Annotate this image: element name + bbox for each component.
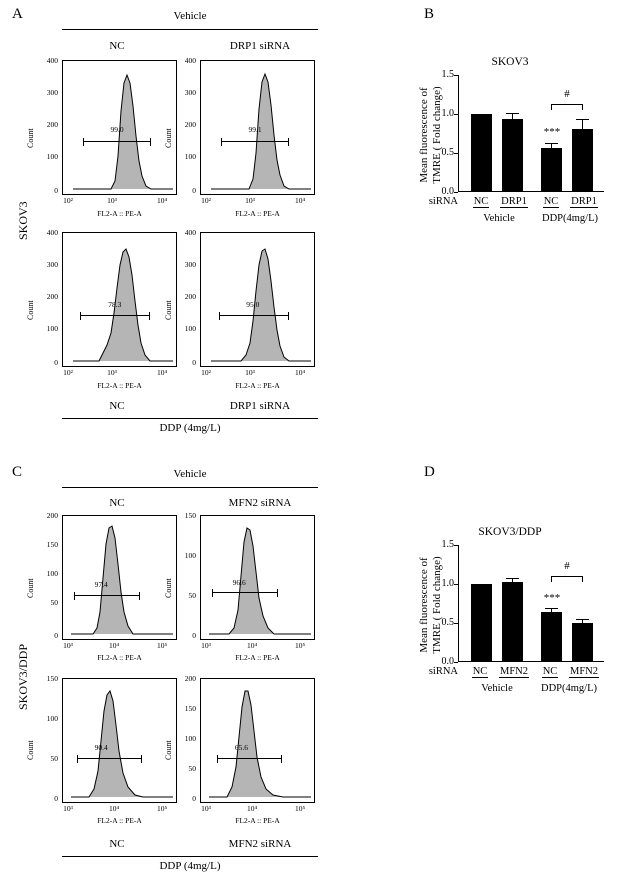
panel-d-tickmark-2	[454, 584, 458, 585]
fc-a4-ytick-0: 400	[184, 228, 196, 237]
panel-c-col-label-1: MFN2 siRNA	[228, 497, 292, 509]
fc-c4-xtick-0: 10³	[201, 804, 211, 813]
panel-a-bottom-col-label-1: DRP1 siRNA	[229, 400, 291, 412]
fc-c2-xlabel: FL2-A :: PE-A	[235, 653, 280, 662]
fc-a3-xtick-2: 10⁴	[156, 368, 168, 377]
panel-b-xcat-3	[566, 196, 602, 208]
panel-d-group-1: DDP(4mg/L)	[541, 683, 597, 694]
gate-label-a2: 99.1	[248, 124, 262, 134]
fc-c1-ytick-1: 150	[46, 540, 58, 549]
errcap-d-3	[576, 619, 589, 620]
fc-a3-xtick-0: 10²	[63, 368, 73, 377]
panel-b-group-1: DDP(4mg/L)	[542, 213, 598, 224]
bar-b-3	[572, 129, 593, 192]
panel-a-bottom-group-label: DDP (4mg/L)	[159, 422, 221, 434]
fc-plot-c4	[200, 678, 315, 803]
fc-c1-ytick-4: 0	[54, 631, 58, 640]
panel-letter-d: D	[424, 464, 435, 480]
panel-c-top-rule	[62, 487, 318, 488]
panel-c-bottom-col-label-1: MFN2 siRNA	[228, 838, 292, 850]
gate-label-a1: 99.0	[110, 124, 124, 134]
panel-b-xcat-1-text: DRP1	[501, 196, 527, 207]
fc-c4-ytick-2: 100	[184, 734, 196, 743]
histogram-c4	[201, 679, 314, 802]
panel-c-bottom-col-label-0: NC	[109, 838, 125, 850]
fc-a4-ytick-1: 300	[184, 260, 196, 269]
fc-c1-xtick-0: 10³	[63, 641, 73, 650]
panel-b-title: SKOV3	[491, 56, 529, 68]
fc-a4-ytick-2: 200	[184, 292, 196, 301]
fc-c2-xtick-2: 10⁵	[294, 641, 306, 650]
fc-a3-ytick-1: 300	[46, 260, 58, 269]
errbar-b-3	[582, 119, 583, 129]
panel-b-tickmark-1	[454, 153, 458, 154]
fc-c3-xtick-2: 10⁵	[156, 804, 168, 813]
gate-label-a3: 78.3	[108, 299, 122, 309]
panel-b-siRNA-label: siRNA	[428, 196, 458, 207]
gate-label-c4: 65.6	[234, 742, 249, 752]
panel-d-siRNA-label: siRNA	[428, 666, 458, 677]
fc-a2-xtick-2: 10⁴	[294, 196, 306, 205]
panel-c-bottom-rule	[62, 856, 318, 857]
fc-a3-ytick-2: 200	[46, 292, 58, 301]
errcap-d-2	[545, 608, 558, 609]
panel-b-tickmark-2	[454, 114, 458, 115]
panel-a-row-label: SKOV3	[16, 201, 30, 240]
fc-a2-xtick-0: 10²	[201, 196, 211, 205]
fc-a3-ytick-0: 400	[46, 228, 58, 237]
gate-line-c4	[217, 758, 283, 759]
gate-line-a1	[83, 141, 151, 142]
fc-c3-xtick-1: 10⁴	[108, 804, 120, 813]
sig-d-stars: ***	[543, 592, 561, 604]
fc-a3-xlabel: FL2-A :: PE-A	[97, 381, 142, 390]
fc-c1-xtick-1: 10⁴	[108, 641, 120, 650]
panel-b-bar-chart	[400, 30, 620, 250]
panel-d-ytick-2: 1.0	[441, 578, 454, 589]
fc-c3-xlabel: FL2-A :: PE-A	[97, 816, 142, 825]
sig-b-stars: ***	[543, 126, 561, 138]
fc-c3-ytick-3: 0	[54, 794, 58, 803]
panel-d-bar-chart	[400, 500, 620, 720]
fc-a2-xtick-1: 10³	[245, 196, 255, 205]
histogram-c3	[63, 679, 176, 802]
errcap-b-3	[576, 119, 589, 120]
fc-c1-ytick-3: 50	[50, 598, 58, 607]
errcap-d-1	[506, 578, 519, 579]
panel-d-xcat-2	[532, 666, 568, 678]
fc-a3-xtick-1: 10³	[107, 368, 117, 377]
sig-d-hash: #	[564, 560, 570, 572]
fc-c1-xtick-2: 10⁵	[156, 641, 168, 650]
panel-c-row-label: SKOV3/DDP	[16, 643, 30, 710]
fc-c1-ylabel: Count	[26, 578, 35, 598]
fc-c4-ytick-4: 0	[192, 794, 196, 803]
fc-a1-ytick-3: 100	[46, 152, 58, 161]
errcap-b-1	[506, 113, 519, 114]
gate-label-a4: 95.0	[246, 299, 260, 309]
gate-line-a4	[219, 315, 289, 316]
gate-label-c1: 97.4	[94, 579, 108, 589]
bar-d-0	[471, 584, 492, 662]
fc-c2-ytick-0: 150	[184, 511, 196, 520]
histogram-c1	[63, 516, 176, 639]
panel-b-ylabel-line2: TMRE ( Fold change)	[430, 86, 443, 184]
fc-plot-a2	[200, 60, 315, 195]
fc-c2-ylabel: Count	[164, 578, 173, 598]
gate-line-a3	[80, 315, 150, 316]
fc-c2-xtick-1: 10⁴	[246, 641, 258, 650]
panel-d-xcat-3-text: MFN2	[569, 666, 598, 677]
gate-label-c2: 96.6	[232, 577, 246, 587]
panel-a-top-rule	[62, 29, 318, 30]
bar-b-1	[502, 119, 523, 192]
fc-a2-xlabel: FL2-A :: PE-A	[235, 209, 280, 218]
sig-d-hashline	[551, 576, 583, 577]
panel-c-top-group-label: Vehicle	[173, 468, 207, 480]
fc-a4-ytick-3: 100	[184, 324, 196, 333]
bar-b-2	[541, 148, 562, 192]
panel-a-top-group-label: Vehicle	[173, 10, 207, 22]
bar-d-3	[572, 623, 593, 662]
errcap-b-2	[545, 143, 558, 144]
fc-a2-ytick-4: 0	[192, 186, 196, 195]
fc-a1-ytick-1: 300	[46, 88, 58, 97]
panel-letter-c: C	[12, 464, 23, 480]
fc-c4-xtick-2: 10⁵	[294, 804, 306, 813]
fc-a1-ytick-0: 400	[46, 56, 58, 65]
fc-plot-a4	[200, 232, 315, 367]
panel-b-ytick-3: 1.5	[441, 69, 454, 80]
fc-plot-c2	[200, 515, 315, 640]
fc-a3-ytick-4: 0	[54, 358, 58, 367]
fc-c4-ylabel: Count	[164, 740, 173, 760]
panel-d-xcat-0-text: NC	[472, 666, 488, 677]
panel-d-xcat-1-text: MFN2	[499, 666, 528, 677]
fc-a2-ytick-0: 400	[184, 56, 196, 65]
panel-d-ytick-1: 0.5	[441, 617, 454, 628]
gate-line-c1	[74, 595, 140, 596]
fc-a2-ytick-1: 300	[184, 88, 196, 97]
fc-plot-a1	[62, 60, 177, 195]
fc-a1-xlabel: FL2-A :: PE-A	[97, 209, 142, 218]
panel-b-ylabel	[418, 70, 443, 200]
panel-b-ytick-2: 1.0	[441, 108, 454, 119]
panel-d-xcat-3	[564, 666, 604, 678]
fc-a1-xtick-2: 10⁴	[156, 196, 168, 205]
panel-b-ytick-1: 0.5	[441, 147, 454, 158]
panel-d-ytick-3: 1.5	[441, 539, 454, 550]
panel-c-col-label-0: NC	[109, 497, 125, 509]
panel-b-xcat-2-text: NC	[543, 196, 559, 207]
panel-b-tickmark-3	[454, 75, 458, 76]
panel-d-group-0: Vehicle	[481, 683, 513, 694]
gate-line-c3	[77, 758, 143, 759]
bar-d-1	[502, 582, 523, 662]
panel-d-ylabel-line1: Mean fluorescence of	[418, 557, 430, 653]
fc-a4-xtick-0: 10²	[201, 368, 211, 377]
panel-d-ylabel-line2: TMRE ( Fold change)	[430, 556, 443, 654]
fc-a2-ylabel: Count	[164, 128, 173, 148]
fc-a1-ylabel: Count	[26, 128, 35, 148]
fc-c3-ylabel: Count	[26, 740, 35, 760]
sig-b-hash: #	[564, 88, 570, 100]
panel-d-xcat-1	[494, 666, 534, 678]
fc-c4-ytick-0: 200	[184, 674, 196, 683]
fc-a4-xtick-2: 10⁴	[294, 368, 306, 377]
panel-c-bottom-group-label: DDP (4mg/L)	[159, 860, 221, 872]
panel-d-tickmark-0	[454, 662, 458, 663]
fc-c2-xtick-0: 10³	[201, 641, 211, 650]
bar-b-0	[471, 114, 492, 192]
fc-c4-ytick-1: 150	[184, 704, 196, 713]
fc-a1-ytick-4: 0	[54, 186, 58, 195]
fc-a2-ytick-3: 100	[184, 152, 196, 161]
fc-a1-xtick-0: 10²	[63, 196, 73, 205]
bar-d-2	[541, 612, 562, 662]
sig-b-hashline	[551, 104, 583, 105]
fc-c1-ytick-2: 100	[46, 569, 58, 578]
panel-a-bottom-rule	[62, 418, 318, 419]
panel-a-col-label-1: DRP1 siRNA	[229, 40, 291, 52]
fc-a3-ytick-3: 100	[46, 324, 58, 333]
fc-a1-ytick-2: 200	[46, 120, 58, 129]
fc-a4-xtick-1: 10³	[245, 368, 255, 377]
panel-d-title: SKOV3/DDP	[478, 526, 542, 538]
panel-b-tickmark-0	[454, 192, 458, 193]
panel-d-tickmark-3	[454, 545, 458, 546]
panel-d-tickmark-1	[454, 623, 458, 624]
panel-b-xcat-1	[496, 196, 532, 208]
fc-a2-ytick-2: 200	[184, 120, 196, 129]
fc-c1-ytick-0: 200	[46, 511, 58, 520]
panel-b-group-0: Vehicle	[483, 213, 515, 224]
fc-c2-ytick-1: 100	[184, 551, 196, 560]
panel-b-xcat-2	[534, 196, 568, 208]
fc-c3-xtick-0: 10³	[63, 804, 73, 813]
fc-plot-c1	[62, 515, 177, 640]
panel-letter-a: A	[12, 6, 23, 22]
fc-c3-ytick-0: 150	[46, 674, 58, 683]
fc-c4-ytick-3: 50	[188, 764, 196, 773]
panel-letter-b: B	[424, 6, 435, 22]
panel-a-col-label-0: NC	[109, 40, 125, 52]
fc-c2-ytick-3: 0	[192, 631, 196, 640]
fc-a4-ytick-4: 0	[192, 358, 196, 367]
histogram-c2	[201, 516, 314, 639]
panel-d-xcat-0	[462, 666, 498, 678]
fc-c4-xlabel: FL2-A :: PE-A	[235, 816, 280, 825]
fc-c3-ytick-2: 50	[50, 754, 58, 763]
fc-plot-a3	[62, 232, 177, 367]
fc-c3-ytick-1: 100	[46, 714, 58, 723]
panel-b-xcat-0	[464, 196, 498, 208]
panel-b-ylabel-line1: Mean fluorescence of	[418, 87, 430, 183]
fc-a4-xlabel: FL2-A :: PE-A	[235, 381, 280, 390]
gate-line-a2	[221, 141, 289, 142]
gate-line-c2	[212, 592, 278, 593]
fc-c4-xtick-1: 10⁴	[246, 804, 258, 813]
panel-d-xcat-2-text: NC	[542, 666, 558, 677]
panel-b-xcat-3-text: DRP1	[571, 196, 597, 207]
panel-d-ylabel	[418, 540, 443, 670]
panel-b-xcat-0-text: NC	[473, 196, 489, 207]
fc-c2-ytick-2: 50	[188, 591, 196, 600]
fc-a4-ylabel: Count	[164, 300, 173, 320]
panel-d-ytick-0: 0.0	[441, 656, 454, 667]
panel-a-bottom-col-label-0: NC	[109, 400, 125, 412]
fc-a3-ylabel: Count	[26, 300, 35, 320]
panel-b-ytick-0: 0.0	[441, 186, 454, 197]
fc-plot-c3	[62, 678, 177, 803]
fc-a1-xtick-1: 10³	[107, 196, 117, 205]
gate-label-c3: 90.4	[94, 742, 108, 752]
fc-c1-xlabel: FL2-A :: PE-A	[97, 653, 142, 662]
